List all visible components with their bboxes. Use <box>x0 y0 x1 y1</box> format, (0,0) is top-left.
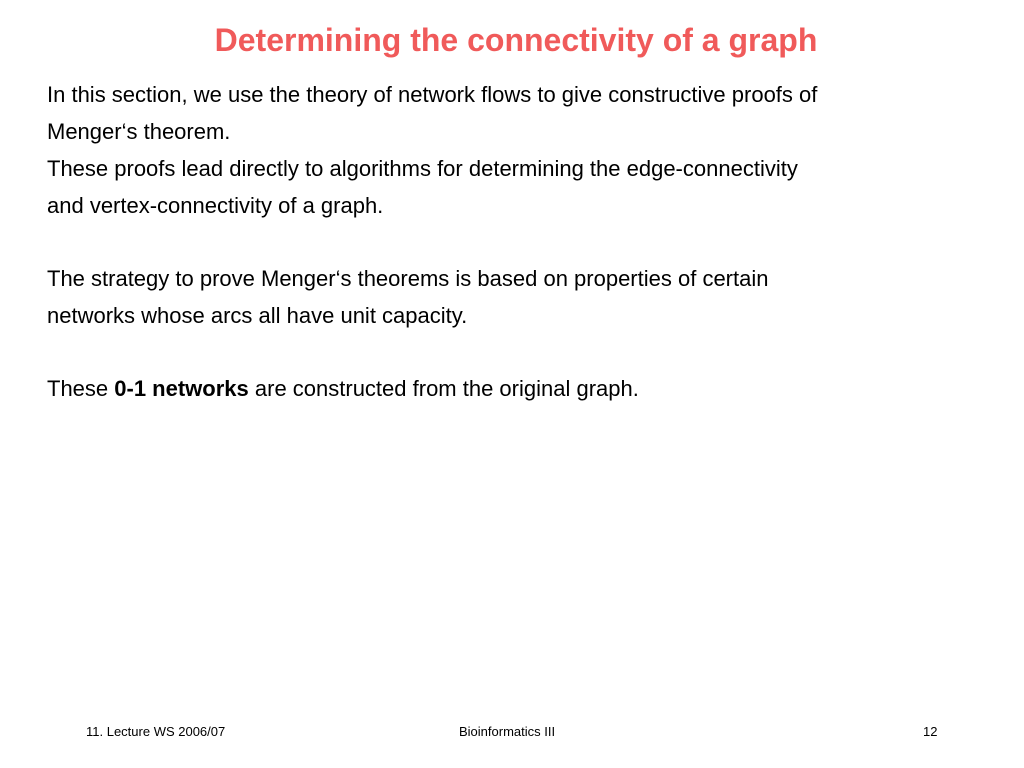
paragraph-spacer <box>47 334 1007 370</box>
body-line-6: networks whose arcs all have unit capacity. <box>47 303 468 328</box>
paragraph-spacer <box>47 224 1007 260</box>
footer-lecture: 11. Lecture WS 2006/07 <box>86 724 226 739</box>
body-line-1: In this section, we use the theory of network flows to give constructive proofs of <box>47 82 818 107</box>
body-line-4: and vertex-connectivity of a graph. <box>47 193 384 218</box>
footer-course: Bioinformatics III <box>459 724 556 739</box>
slide-body <box>47 76 1007 407</box>
body-line-7-suffix: are constructed from the original graph. <box>248 376 639 401</box>
body-line-7-prefix: These <box>47 376 115 401</box>
body-line-7 <box>47 370 1007 407</box>
body-line-2: Menger‘s theorem. <box>47 119 231 144</box>
body-line-5: The strategy to prove Menger‘s theorems is based on properties of certain <box>47 266 769 291</box>
slide-title: Determining the connectivity of a graph <box>214 22 818 58</box>
body-line-3: These proofs lead directly to algorithms for determining the edge-connectivity <box>47 156 798 181</box>
footer-page-number: 12 <box>923 724 938 739</box>
body-line-7-bold: 0-1 networks <box>114 376 249 401</box>
